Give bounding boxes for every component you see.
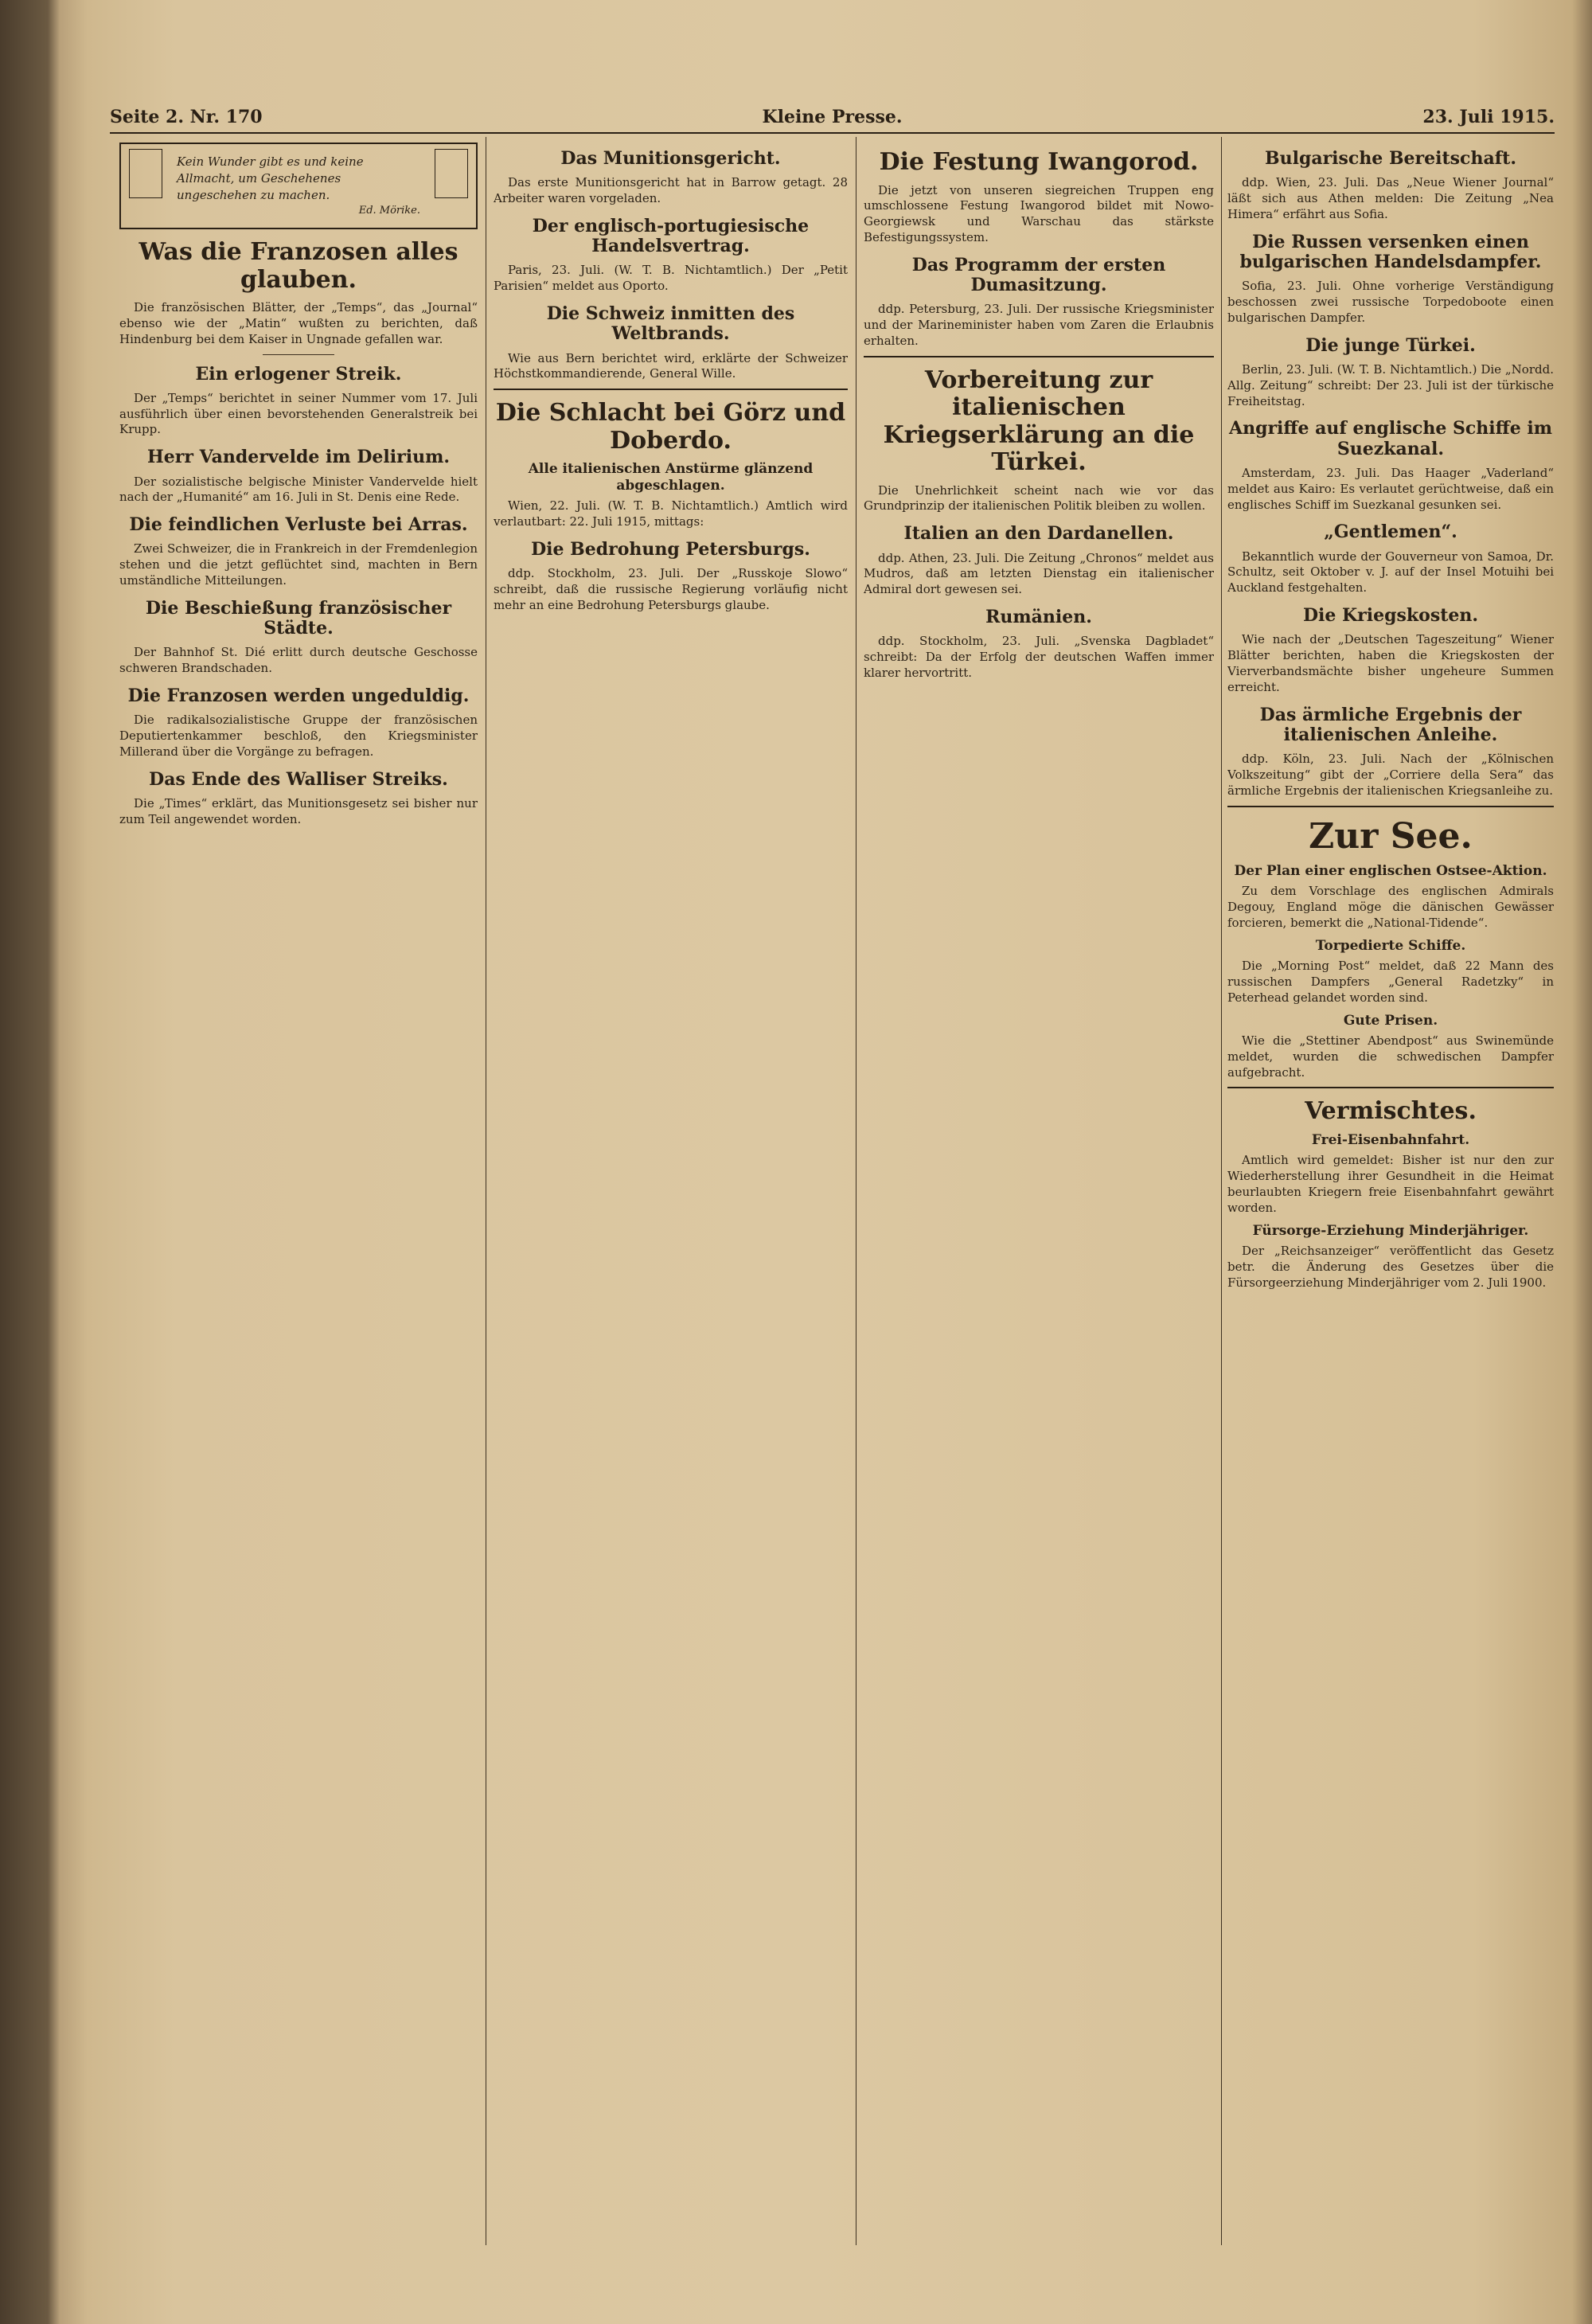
headline: Bulgarische Bereitschaft. — [1265, 148, 1516, 169]
column-rule — [1221, 137, 1222, 2245]
article-opening: Paris, 23. Juli. (W. T. B. Nichtamtlich.) Der „Petit Parisien“ meldet aus Oporto. — [494, 263, 848, 294]
article-opening: ddp. Petersburg, 23. Juli. Der russische Kriegsminister und der Marineminister haben vom Zaren die Erlaubnis erhalten. — [864, 302, 1214, 348]
headline: Die feindlichen Verluste bei Arras. — [129, 514, 468, 536]
headline: Die Schweiz inmitten des Weltbrands. — [546, 303, 795, 345]
headline: Rumänien. — [985, 606, 1092, 627]
article-opening: Sofia, 23. Juli. Ohne vorherige Verständigung beschossen zwei russische Torpedoboote einen bulgarischen Dampfer. — [1227, 279, 1554, 325]
subheadline: Der Plan einer englischen Ostsee-Aktion. — [1234, 863, 1547, 880]
subheadline: Fürsorge-Erziehung Minderjähriger. — [1252, 1222, 1529, 1239]
article-opening: Berlin, 23. Juli. (W. T. B. Nichtamtlich.) Die „Nordd. Allg. Zeitung“ schreibt: Der 23. Juli ist der türkische Freiheitstag. — [1227, 361, 1554, 408]
subheadline: Gute Prisen. — [1343, 1012, 1438, 1029]
divider — [494, 389, 848, 390]
article-opening: Bekanntlich wurde der Gouverneur von Samoa, Dr. Schultz, seit Oktober v. J. auf der Insel Motuihi bei Auckland festgehalten. — [1227, 549, 1554, 596]
subheadline: Torpedierte Schiffe. — [1315, 937, 1466, 954]
headline: Das Munitionsgericht. — [560, 148, 781, 169]
column-2 — [494, 139, 848, 2245]
headline: Was die Franzosen alles glauben. — [139, 238, 458, 294]
article-opening: Der Bahnhof St. Dié erlitt durch deutsche Geschosse schweren Brandschaden. — [119, 645, 478, 676]
article-opening: Amsterdam, 23. Juli. Das Haager „Vaderland“ meldet aus Kairo: Es verlautet gerüchtweise, daß ein englisches Schiff im Suezkanal gesunken sei. — [1227, 465, 1554, 512]
ornament-icon — [129, 149, 162, 198]
motto-author: Ed. Mörike. — [358, 205, 420, 217]
motto-text: Kein Wunder gibt es und keine Allmacht, um Geschehenes ungeschehen zu machen. — [177, 154, 364, 202]
issue-date: 23. Juli 1915. — [1422, 107, 1555, 127]
headline: Der englisch-portugiesische Handelsvertrag. — [532, 215, 810, 257]
headline: Die Schlacht bei Görz und Doberdo. — [495, 399, 846, 455]
headline: Vermischtes. — [1305, 1097, 1477, 1126]
headline: Die Franzosen werden ungeduldig. — [127, 685, 470, 707]
headline: Die Beschießung französischer Städte. — [145, 597, 452, 639]
article-opening: Der „Reichsanzeiger“ veröffentlicht das Gesetz betr. die Änderung des Gesetzes über die Fürsorgeerziehung Minderjähriger vom 2. Juli 1900. — [1227, 1243, 1554, 1290]
headline: Das ärmliche Ergebnis der italienischen Anleihe. — [1259, 704, 1522, 745]
headline: „Gentlemen“. — [1324, 521, 1457, 543]
article-opening: Die Unehrlichkeit scheint nach wie vor das Grundprinzip der italienischen Politik bleiben zu wollen. — [864, 482, 1214, 514]
divider — [1227, 806, 1554, 807]
headline: Das Programm der ersten Dumasitzung. — [911, 254, 1166, 295]
article-opening: Wie aus Bern berichtet wird, erklärte der Schweizer Höchstkommandierende, General Wille. — [494, 350, 848, 381]
headline: Zur See. — [1309, 815, 1473, 857]
article-opening: Zwei Schweizer, die in Frankreich in der Fremdenlegion stehen und die jetzt geflüchtet sind, machten in Bern umständliche Mitteilungen. — [119, 541, 478, 588]
article-opening: Wie die „Stettiner Abendpost“ aus Swinemünde meldet, wurden die schwedischen Dampfer aufgebracht. — [1227, 1033, 1554, 1080]
page-number: Seite 2. Nr. 170 — [110, 107, 263, 127]
article-opening: ddp. Stockholm, 23. Juli. Der „Russkoje Slowo“ schreibt, daß die russische Regierung vorläufig nicht mehr an eine Bedrohung Petersburgs glaube. — [494, 565, 848, 612]
article-opening: Die radikalsozialistische Gruppe der französischen Deputiertenkammer beschloß, den Kriegsminister Millerand über die Vorgänge zu befragen. — [119, 713, 478, 759]
column-4 — [1227, 139, 1554, 2245]
headline: Die Bedrohung Petersburgs. — [531, 538, 810, 560]
masthead — [110, 104, 1555, 134]
headline: Die Russen versenken einen bulgarischen Handelsdampfer. — [1239, 231, 1542, 272]
headline: Die Festung Iwangorod. — [879, 148, 1199, 176]
article-opening: Der sozialistische belgische Minister Vandervelde hielt nach der „Humanité“ am 16. Juli in St. Denis eine Rede. — [119, 474, 478, 505]
subheadline: Alle italienischen Anstürme glänzend abgeschlagen. — [528, 461, 814, 494]
subheadline: Frei-Eisenbahnfahrt. — [1311, 1131, 1470, 1148]
headline: Italien an den Dardanellen. — [903, 523, 1174, 545]
article-opening: ddp. Stockholm, 23. Juli. „Svenska Dagbladet“ schreibt: Da der Erfolg der deutschen Waffen immer klarer hervortritt. — [864, 634, 1214, 680]
headline: Die junge Türkei. — [1305, 334, 1476, 356]
headline: Herr Vandervelde im Delirium. — [146, 447, 451, 468]
article-opening: Die „Morning Post“ meldet, daß 22 Mann des russischen Dampfers „General Radetzky“ in Peterhead gelandet worden sind. — [1227, 959, 1554, 1005]
newspaper-title: Kleine Presse. — [762, 107, 903, 127]
article-opening: Die französischen Blätter, der „Temps“, das „Journal“ ebenso wie der „Matin“ wußten zu berichten, daß Hindenburg bei dem Kaiser in Ungnade gefallen war. — [119, 300, 478, 346]
article-opening: Amtlich wird gemeldet: Bisher ist nur den zur Wiederherstellung ihrer Gesundheit in die Heimat beurlaubten Kriegern freie Eisenbahnfahrt gewährt worden. — [1227, 1153, 1554, 1215]
ornament-icon — [435, 149, 468, 198]
headline: Das Ende des Walliser Streiks. — [149, 768, 448, 790]
divider — [263, 354, 334, 355]
column-1 — [119, 139, 478, 2245]
article-opening: Das erste Munitionsgericht hat in Barrow getagt. 28 Arbeiter waren vorgeladen. — [494, 175, 848, 206]
headline: Ein erlogener Streik. — [195, 363, 402, 385]
headline: Angriffe auf englische Schiffe im Suezkanal. — [1229, 418, 1552, 459]
headline: Vorbereitung zur italienischen Kriegserklärung an die Türkei. — [883, 365, 1195, 477]
article-opening: Zu dem Vorschlage des englischen Admirals Degouy, England möge die dänischen Gewässer forcieren, bemerkt die „National-Tidende“. — [1227, 884, 1554, 931]
article-opening: Wien, 22. Juli. (W. T. B. Nichtamtlich.) Amtlich wird verlautbart: 22. Juli 1915, mittags: — [494, 498, 848, 529]
article-opening: Der „Temps“ berichtet in seiner Nummer vom 17. Juli ausführlich über einen bevorstehenden Generalstreik bei Krupp. — [119, 390, 478, 437]
column-3 — [864, 139, 1214, 2245]
article-opening: ddp. Wien, 23. Juli. Das „Neue Wiener Journal“ läßt sich aus Athen melden: Die Zeitung „Nea Himera“ erfährt aus Sofia. — [1227, 175, 1554, 221]
divider — [1227, 1087, 1554, 1088]
newspaper-page — [88, 48, 1572, 2301]
divider — [864, 356, 1214, 357]
article-opening: ddp. Köln, 23. Juli. Nach der „Kölnischen Volkszeitung“ gibt der „Corriere della Sera“ das ärmliche Ergebnis der italienischen Kriegsanleihe zu. — [1227, 752, 1554, 798]
article-opening: Wie nach der „Deutschen Tageszeitung“ Wiener Blätter berichten, haben die Kriegskosten der Vierverbandsmächte bisher ungeheure Summen erreicht. — [1227, 632, 1554, 694]
article-opening: Die jetzt von unseren siegreichen Truppen eng umschlossene Festung Iwangorod bildet mit Nowo-Georgiewsk und Warschau das stärkste Befestigungssystem. — [864, 182, 1214, 244]
article-opening: ddp. Athen, 23. Juli. Die Zeitung „Chronos“ meldet aus Mudros, daß am letzten Dienstag ein italienischer Admiral dort gewesen sei. — [864, 550, 1214, 597]
headline: Die Kriegskosten. — [1302, 605, 1479, 627]
article-opening: Die „Times“ erklärt, das Munitionsgesetz sei bisher nur zum Teil angewendet worden. — [119, 796, 478, 826]
motto-box — [119, 143, 478, 229]
